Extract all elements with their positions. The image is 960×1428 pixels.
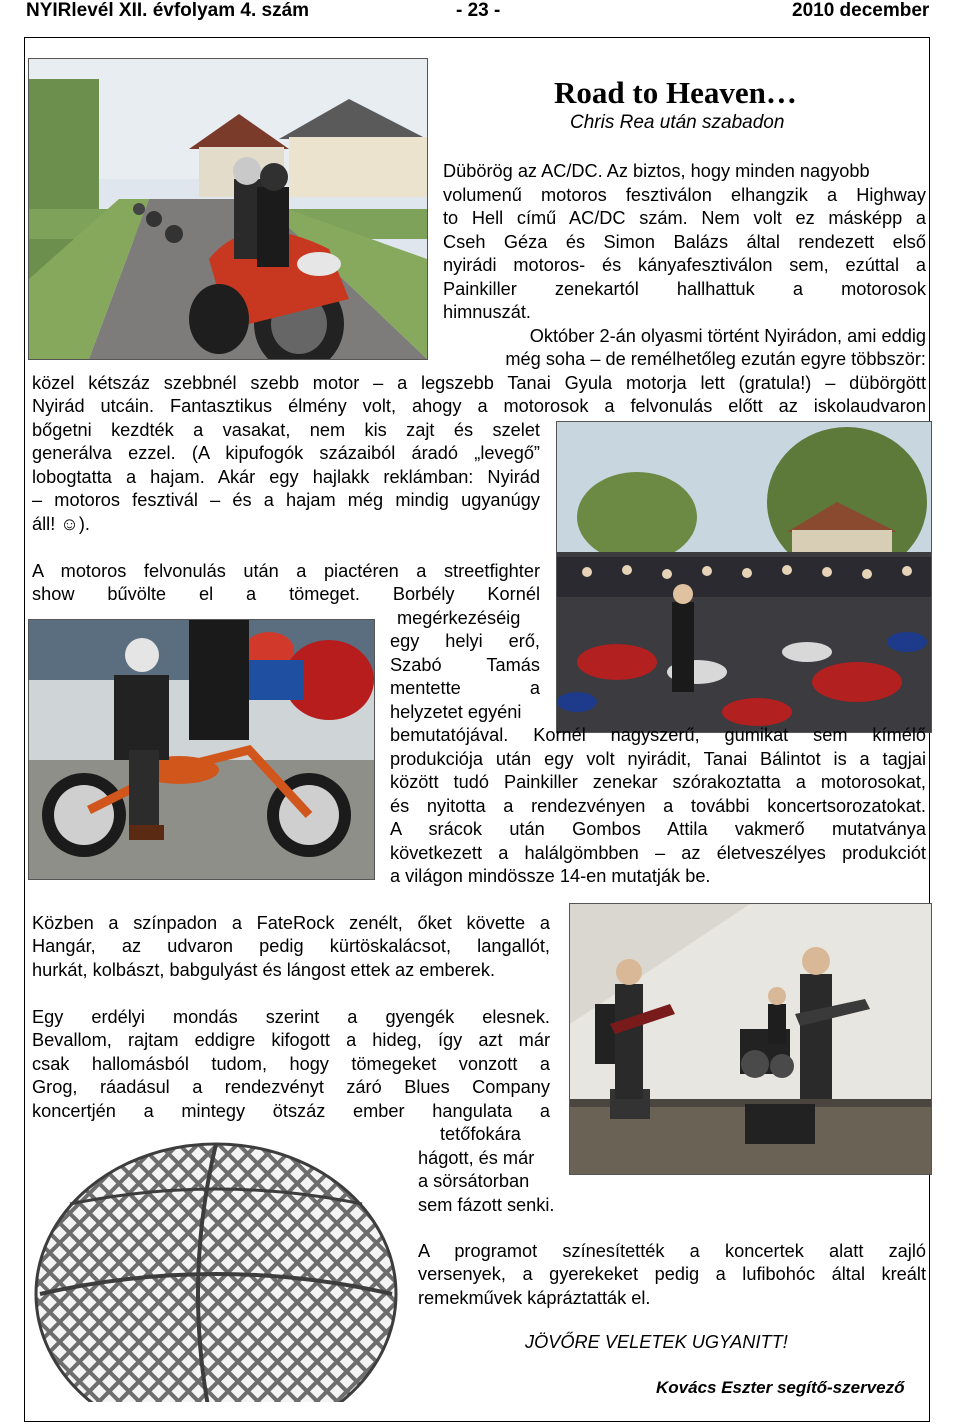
text-line: produkciója után egy volt nyirádit, Tanai Bálintot is a tagjai bbox=[390, 749, 926, 769]
text-line: nyirádi motoros- és kányafesztiválon sem, ezúttal a bbox=[443, 255, 926, 275]
text-line: sem fázott senki. bbox=[418, 1195, 555, 1215]
photo-crowd-motorcycles bbox=[556, 421, 932, 733]
text-line: csak hallomásból tudom, hogy tömegeket vonzott a bbox=[32, 1054, 550, 1074]
text-line: a sörsátorban bbox=[418, 1171, 530, 1191]
text-line: remekművek kápráztatták el. bbox=[418, 1288, 651, 1308]
photo-globe-of-death bbox=[30, 1134, 402, 1402]
closing-line: JÖVŐRE VELETEK UGYANITT! bbox=[525, 1332, 788, 1352]
text-line: megérkezéséig bbox=[397, 608, 521, 628]
article-title: Road to Heaven… bbox=[554, 75, 797, 110]
text-line: A srácok után Gombos Attila vakmerő mutatványa bbox=[390, 819, 926, 839]
text-line: generálva ezzel. (A kipufogók százaiból áradó „levegő” bbox=[32, 443, 540, 463]
text-line: hurkát, kolbászt, babgulyást és lángost ettek az emberek. bbox=[32, 960, 496, 980]
text-line: Grog, ráadásul a rendezvényt záró Blues Company bbox=[32, 1077, 550, 1097]
photo-band-stage bbox=[569, 903, 932, 1175]
text-line: Egy erdélyi mondás szerint a gyengék elesnek. bbox=[32, 1007, 550, 1027]
text-line: között tudó Painkiller zenekar szórakoztatta a motorosokat, bbox=[390, 772, 926, 792]
text-line: Dübörög az AC/DC. Az biztos, hogy minden nagyobb bbox=[443, 161, 870, 181]
text-line: to Hell című AC/DC szám. Nem volt ez másképp a bbox=[443, 208, 926, 228]
text-line: következett a halálgömbben – az életveszélyes produkciót bbox=[390, 843, 926, 863]
text-line: Nyirád utcáin. Fantasztikus élmény volt, ahogy a motorosok a felvonulás előtt az iskolaudvaron bbox=[32, 396, 926, 416]
text-line: és nyitotta a rendezvényen a további koncertsorozatokat. bbox=[390, 796, 926, 816]
text-line: Bevallom, rajtam eddigre kifogott a hideg, így azt már bbox=[32, 1030, 550, 1050]
text-line: még soha – de remélhetőleg ezután egyre többször: bbox=[505, 349, 926, 369]
text-line: bőgetni kezdték a vasakat, nem kis zajt és szelet bbox=[32, 420, 540, 440]
text-line: helyzetet egyéni bbox=[390, 702, 522, 722]
text-line: Október 2-án olyasmi történt Nyirádon, ami eddig bbox=[529, 326, 926, 346]
text-line: show bűvölte el a tömeget. Borbély Kornél bbox=[32, 584, 540, 604]
text-line: tetőfokára bbox=[440, 1124, 521, 1144]
text-line: lobogtatta a hajam. Akár egy hajlakk reklámban: Nyirád bbox=[32, 467, 540, 487]
text-line: bemutatójával. Kornél nagyszerű, gumikat sem kímélő bbox=[390, 725, 926, 745]
text-line: hágott, és már bbox=[418, 1148, 535, 1168]
article-subtitle: Chris Rea után szabadon bbox=[570, 112, 785, 133]
text-line: himnuszát. bbox=[443, 302, 531, 322]
text-line: A programot színesítették a koncertek alatt zajló bbox=[418, 1241, 926, 1261]
text-line: Szabó Tamás bbox=[390, 655, 540, 675]
text-line: Közben a színpadon a FateRock zenélt, őket követte a bbox=[32, 913, 550, 933]
page-header bbox=[0, 0, 960, 26]
text-line: A motoros felvonulás után a piactéren a streetfighter bbox=[32, 561, 540, 581]
text-line: Cseh Géza és Simon Balázs által rendezett első bbox=[443, 232, 926, 252]
text-line: volumenű motoros fesztiválon elhangzik a Highway bbox=[443, 185, 926, 205]
text-line: közel kétszáz szebbnél szebb motor – a legszebb Tanai Gyula motorja lett (gratula!) – dübörgött bbox=[32, 373, 926, 393]
issue-date: 2010 december bbox=[792, 0, 930, 21]
photo-motorcycle-parade bbox=[28, 58, 428, 360]
text-line: áll! ☺). bbox=[32, 514, 90, 534]
text-line: koncertjén a mintegy ötszáz ember hangulata a bbox=[32, 1101, 550, 1121]
text-line: Hangár, az udvaron pedig kürtöskalácsot, langallót, bbox=[32, 936, 550, 956]
text-line: egy helyi erő, bbox=[390, 631, 540, 651]
issue-info: NYIRlevél XII. évfolyam 4. szám bbox=[26, 0, 310, 21]
page-number: - 23 - bbox=[456, 0, 501, 21]
text-line: a világon mindössze 14-en mutatják be. bbox=[390, 866, 711, 886]
author-signature: Kovács Eszter segítő-szervező bbox=[656, 1378, 905, 1397]
text-line: versenyek, a gyerekeket pedig a lufibohóc által kreált bbox=[418, 1264, 926, 1284]
text-line: Painkiller zenekartól hallhattuk a motorosok bbox=[443, 279, 926, 299]
text-line: – motoros fesztivál – és a hajam még mindig ugyanúgy bbox=[32, 490, 540, 510]
text-line: mentette a bbox=[390, 678, 540, 698]
photo-mini-chopper bbox=[28, 619, 375, 880]
